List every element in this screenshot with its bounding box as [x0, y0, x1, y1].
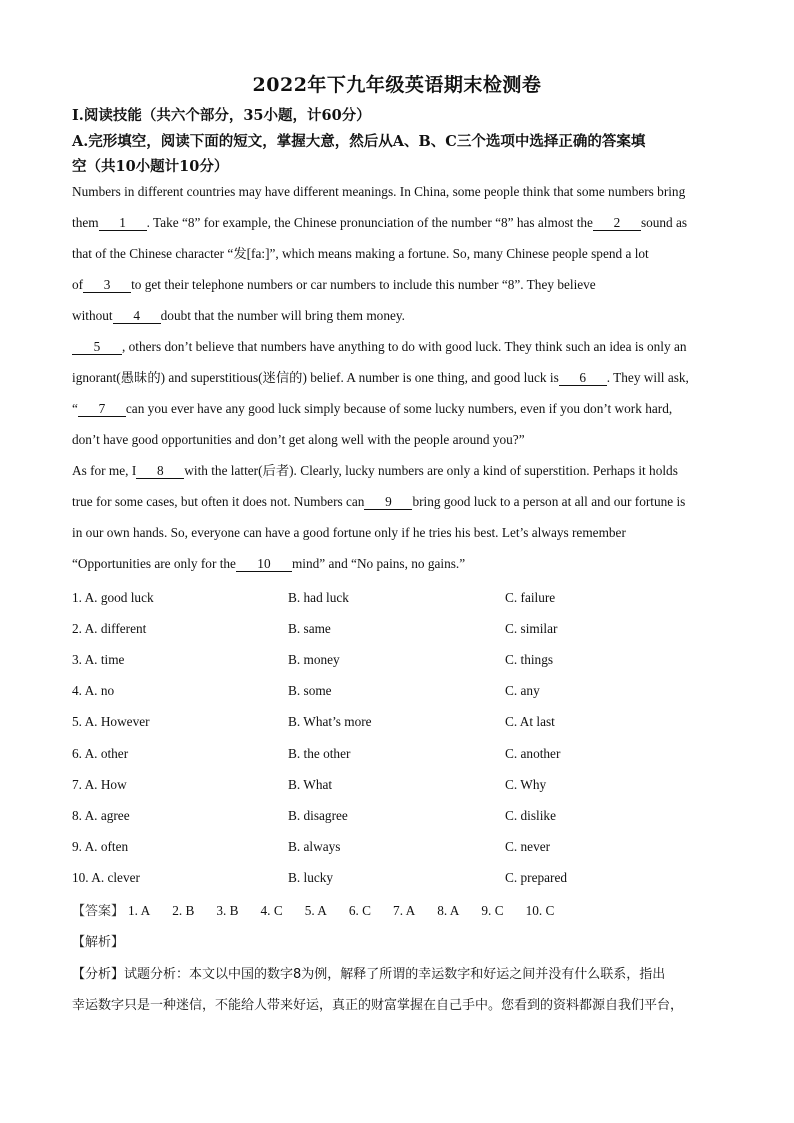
option-6-c: C. another [505, 745, 561, 761]
option-2-b: B. same [288, 621, 331, 637]
option-3-b: B. money [288, 652, 340, 668]
analysis-line: 【分析】试题分析：本文以中国的数字8为例，解释了所谓的幸运数字和好运之间并没有什么联系，指出 [72, 967, 666, 982]
blank-7: 7 [78, 401, 126, 417]
passage-line: As for me, I 8 with the latter(后者). Clearly, lucky numbers are only a kind of superstition. Perhaps it holds [72, 463, 678, 478]
answer-item: 10. C [525, 903, 555, 918]
passage-line: “Opportunities are only for the 10 mind” and “No pains, no gains.” [72, 556, 466, 571]
blank-10: 10 [236, 556, 292, 572]
option-6-a: 6. A. other [72, 745, 129, 761]
option-9-a: 9. A. often [72, 838, 129, 854]
option-8-c: C. dislike [505, 807, 556, 823]
option-3-a: 3. A. time [72, 652, 125, 668]
blank-4: 4 [113, 308, 161, 324]
passage-line: of 3 to get their telephone numbers or car numbers to include this number “8”. They believe [72, 277, 596, 292]
option-5-a: 5. A. However [72, 714, 150, 730]
option-4-a: 4. A. no [72, 683, 115, 699]
analysis-tag: 【解析】 [72, 935, 125, 950]
answer-item: 3. B [216, 903, 239, 918]
passage-line: true for some cases, but often it does not. Numbers can 9 bring good luck to a person at all and our fortune is [72, 494, 686, 509]
blank-5: 5 [72, 339, 122, 355]
option-2-a: 2. A. different [72, 621, 147, 637]
blank-2: 2 [593, 215, 641, 231]
answer-item: 4. C [260, 903, 283, 918]
exam-title: 2022年下九年级英语期末检测卷 [252, 74, 542, 96]
option-9-b: B. always [288, 838, 341, 854]
passage-line: don’t have good opportunities and don’t get along well with the people around you?” [72, 432, 525, 447]
option-9-c: C. never [505, 838, 551, 854]
answer-item: 9. C [481, 903, 504, 918]
passage-line: them 1 . Take “8” for example, the Chinese pronunciation of the number “8” has almost the 2 sound as [72, 215, 688, 230]
blank-6: 6 [559, 370, 607, 386]
passage-line: without 4 doubt that the number will bring them money. [72, 308, 405, 323]
answer-item: 1. A [128, 903, 151, 918]
passage-line: “ 7 can you ever have any good luck simply because of some lucky numbers, even if you don’t work hard, [72, 401, 673, 416]
option-1-b: B. had luck [288, 590, 349, 605]
option-1-a: 1. A. good luck [72, 590, 154, 605]
option-10-a: 10. A. clever [72, 869, 140, 885]
section-heading: I.阅读技能（共六个部分，35小题，计60分） [72, 107, 371, 124]
passage-line: ignorant(愚昧的) and superstitious(迷信的) belief. A number is one thing, and good luck is 6 . They will ask, [72, 370, 689, 385]
passage-line: in our own hands. So, everyone can have a good fortune only if he tries his best. Let’s always remember [72, 525, 626, 540]
passage-line: Numbers in different countries may have different meanings. In China, some people think that some numbers bring [72, 184, 686, 199]
part-a-instruction-line2: 空（共10小题计10分） [72, 158, 229, 175]
option-10-b: B. lucky [288, 869, 334, 885]
answer-item: 2. B [172, 903, 195, 918]
option-3-c: C. things [505, 652, 554, 668]
option-7-b: B. What [288, 776, 333, 792]
blank-8: 8 [136, 463, 184, 479]
blank-1: 1 [99, 215, 147, 231]
blank-3: 3 [83, 277, 131, 293]
option-4-b: B. some [288, 683, 332, 699]
passage-line: 5 , others don’t believe that numbers have anything to do with good luck. They think such an idea is only an [72, 338, 687, 356]
option-6-b: B. the other [288, 745, 351, 761]
option-4-c: C. any [505, 683, 540, 699]
option-5-c: C. At last [505, 714, 555, 730]
answer-item: 7. A [393, 903, 416, 918]
part-a-instruction-line1: A.完形填空，阅读下面的短文，掌握大意，然后从A、B、C三个选项中选择正确的答案填 [72, 133, 646, 150]
option-7-a: 7. A. How [72, 776, 127, 792]
answer-item: 5. A [304, 903, 327, 918]
answer-item: 8. A [437, 903, 460, 918]
answer-row [72, 900, 576, 919]
answer-item: 6. C [348, 903, 372, 918]
option-1-c: C. failure [505, 590, 556, 605]
option-7-c: C. Why [505, 776, 547, 792]
option-8-b: B. disagree [288, 807, 348, 823]
option-2-c: C. similar [505, 621, 558, 637]
option-10-c: C. prepared [505, 869, 568, 885]
answer-tag: 【答案】 [72, 904, 125, 919]
blank-9: 9 [364, 494, 412, 510]
option-8-a: 8. A. agree [72, 807, 130, 823]
analysis-line: 幸运数字只是一种迷信，不能给人带来好运，真正的财富掌握在自己手中。您看到的资料都源自我们平台， [72, 998, 684, 1013]
passage-line: that of the Chinese character “发[fa:]”, which means making a fortune. So, many Chinese people spend a lot [72, 246, 649, 261]
option-5-b: B. What’s more [288, 714, 372, 730]
